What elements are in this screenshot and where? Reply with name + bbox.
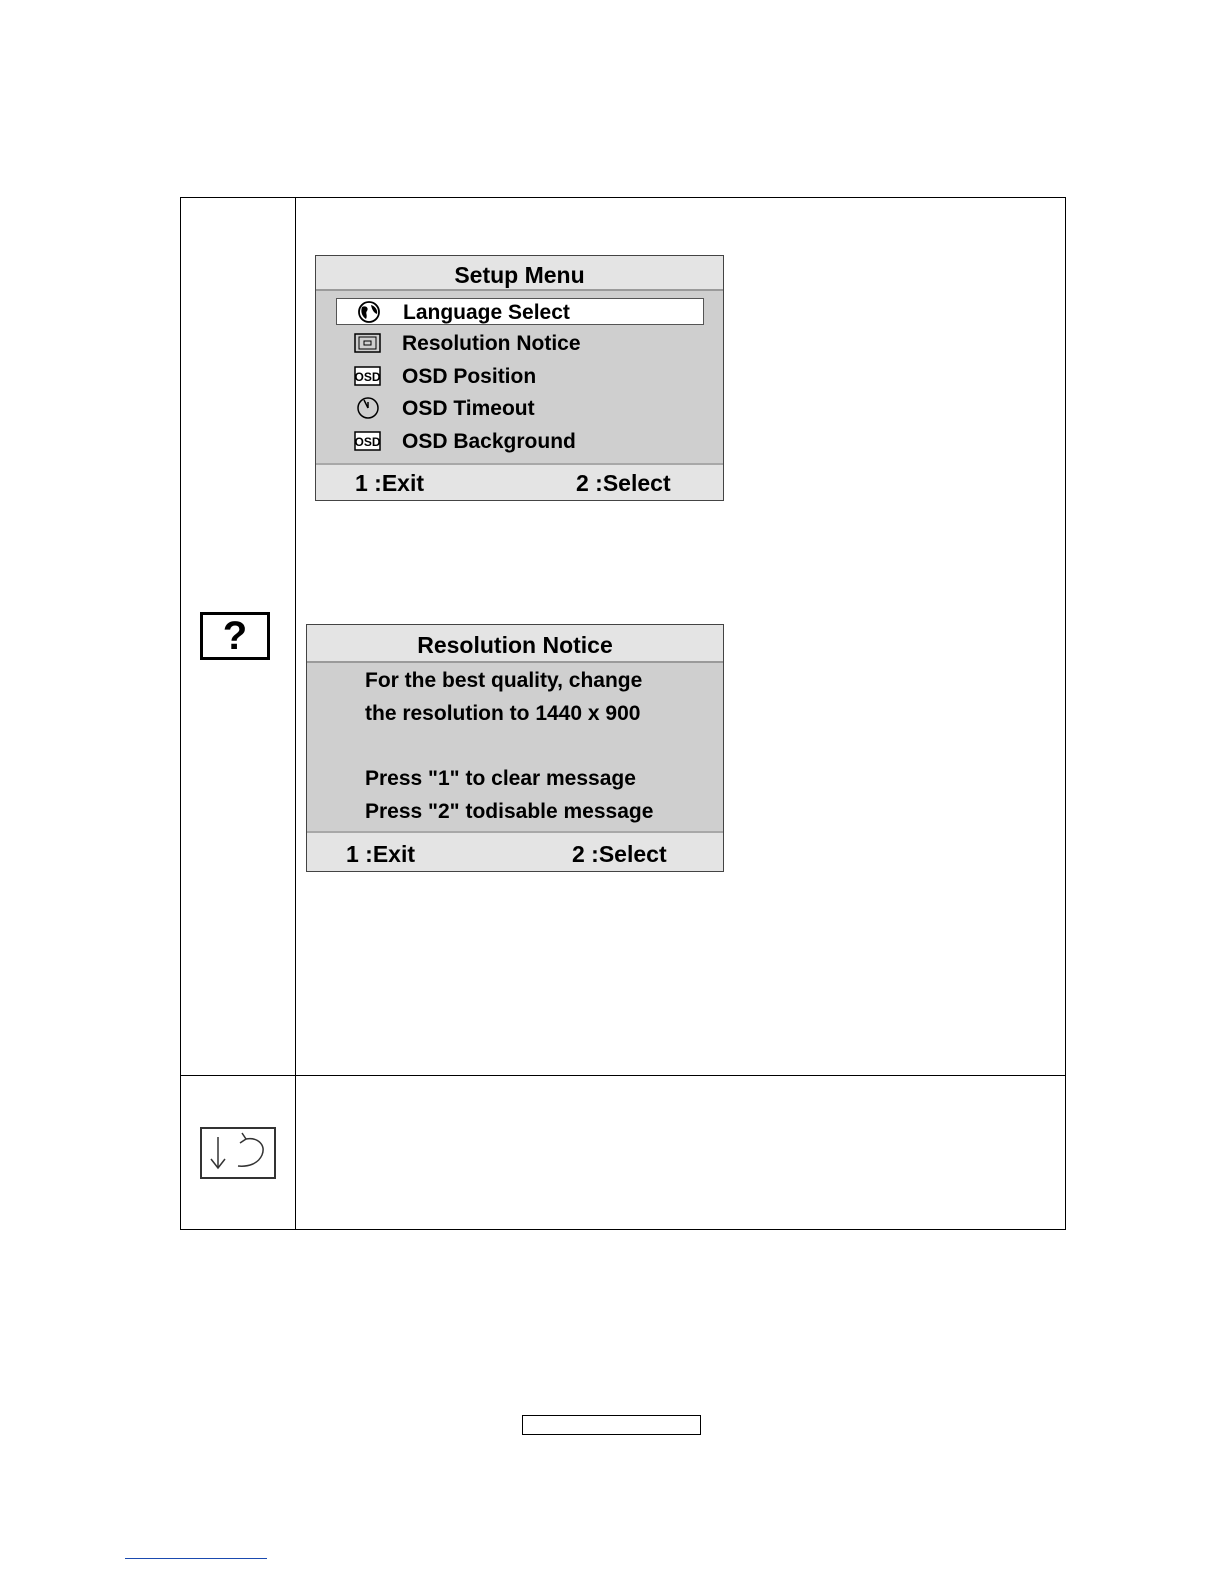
menu-item-osd-position[interactable] [336,363,704,390]
exit-hint: 1 :Exit [355,470,425,496]
notice-line: For the best quality, change [365,669,643,692]
osd-icon [354,430,381,452]
resolution-notice-osd [306,624,724,872]
menu-item-label: OSD Position [402,365,537,388]
setup-menu-footer [316,463,723,500]
resolution-notice-footer [307,831,723,871]
page-number-box [522,1415,701,1435]
notice-line: Press "1" to clear message [365,767,636,790]
menu-item-osd-timeout[interactable] [336,395,704,422]
notice-line: the resolution to 1440 x 900 [365,702,641,725]
menu-item-resolution-notice[interactable] [336,330,704,357]
select-hint: 2 :Select [572,841,667,867]
menu-item-label: Language Select [403,301,570,324]
setup-menu-osd [315,255,724,501]
osd-icon [354,365,381,387]
recall-icon [200,1127,276,1179]
help-icon-glyph: ? [222,614,248,658]
svg-text:OSD: OSD [354,370,381,384]
setup-menu-list [316,291,723,465]
footer-rule [125,1558,267,1559]
clock-icon [354,397,381,419]
menu-item-label: OSD Background [402,430,576,453]
menu-item-language-select[interactable] [336,298,704,325]
resolution-notice-title: Resolution Notice [307,625,723,663]
resolution-icon [354,332,381,354]
setup-menu-title: Setup Menu [316,256,723,291]
select-hint: 2 :Select [576,470,671,496]
notice-line: Press "2" todisable message [365,800,654,823]
menu-item-label: OSD Timeout [402,397,535,420]
help-icon [200,612,270,660]
document-table [180,197,1066,1230]
menu-item-label: Resolution Notice [402,332,581,355]
menu-item-osd-background[interactable] [336,428,704,455]
exit-hint: 1 :Exit [346,841,416,867]
globe-icon [355,301,382,323]
svg-text:OSD: OSD [354,435,381,449]
row-divider [181,1075,1065,1076]
